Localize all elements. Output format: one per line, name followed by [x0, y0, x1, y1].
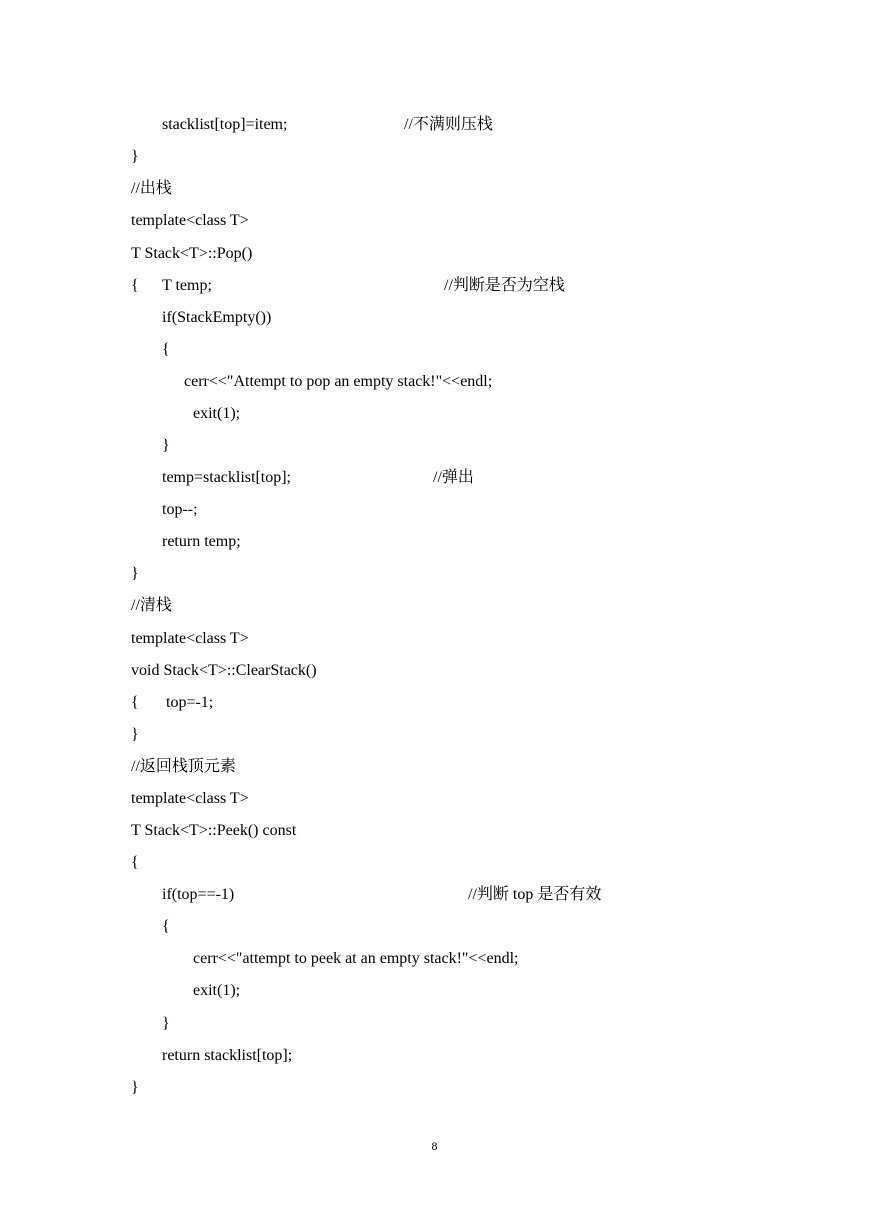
code-line-5: T Stack<T>::Pop() [131, 245, 253, 262]
section-comment-clear: //清栈 [131, 597, 172, 614]
section-comment-pop: //出栈 [131, 180, 172, 197]
code-line-23: T Stack<T>::Peek() const [131, 822, 297, 839]
code-comment-25: //判断 top 是否有效 [468, 886, 602, 903]
code-comment-6: //判断是否为空栈 [444, 277, 565, 294]
code-line-15: } [131, 565, 139, 582]
code-line-19-brace: { [131, 694, 139, 711]
code-line-22: template<class T> [131, 790, 249, 807]
code-line-11: } [162, 437, 170, 454]
code-comment-1: //不满则压栈 [404, 116, 493, 133]
code-line-31: } [131, 1079, 139, 1096]
page-number: 8 [431, 1139, 438, 1153]
code-line-6: T temp; [162, 277, 212, 294]
code-line-20: } [131, 726, 139, 743]
code-line-27: cerr<<"attempt to peek at an empty stack!"<<endl; [193, 950, 519, 967]
code-line-14: return temp; [162, 533, 241, 550]
code-comment-12: //弹出 [433, 469, 474, 486]
code-line-13: top--; [162, 501, 198, 518]
code-line-28: exit(1); [193, 982, 241, 999]
code-line-18: void Stack<T>::ClearStack() [131, 662, 317, 679]
section-comment-peek: //返回栈顶元素 [131, 758, 236, 775]
code-line-1: stacklist[top]=item; [162, 116, 288, 133]
code-line-24: { [131, 854, 139, 871]
code-line-10: exit(1); [193, 405, 241, 422]
code-line-2: } [131, 148, 139, 165]
code-line-17: template<class T> [131, 630, 249, 647]
code-line-26: { [162, 918, 170, 935]
code-line-19: top=-1; [166, 694, 214, 711]
code-line-30: return stacklist[top]; [162, 1047, 293, 1064]
code-line-29: } [162, 1015, 170, 1032]
code-line-9: cerr<<"Attempt to pop an empty stack!"<<endl; [184, 373, 493, 390]
code-line-12: temp=stacklist[top]; [162, 469, 291, 486]
code-line-8: { [162, 341, 170, 358]
code-line-25: if(top==-1) [162, 886, 235, 903]
code-line-6-brace: { [131, 277, 139, 294]
code-line-7: if(StackEmpty()) [162, 309, 272, 326]
code-line-4: template<class T> [131, 212, 249, 229]
